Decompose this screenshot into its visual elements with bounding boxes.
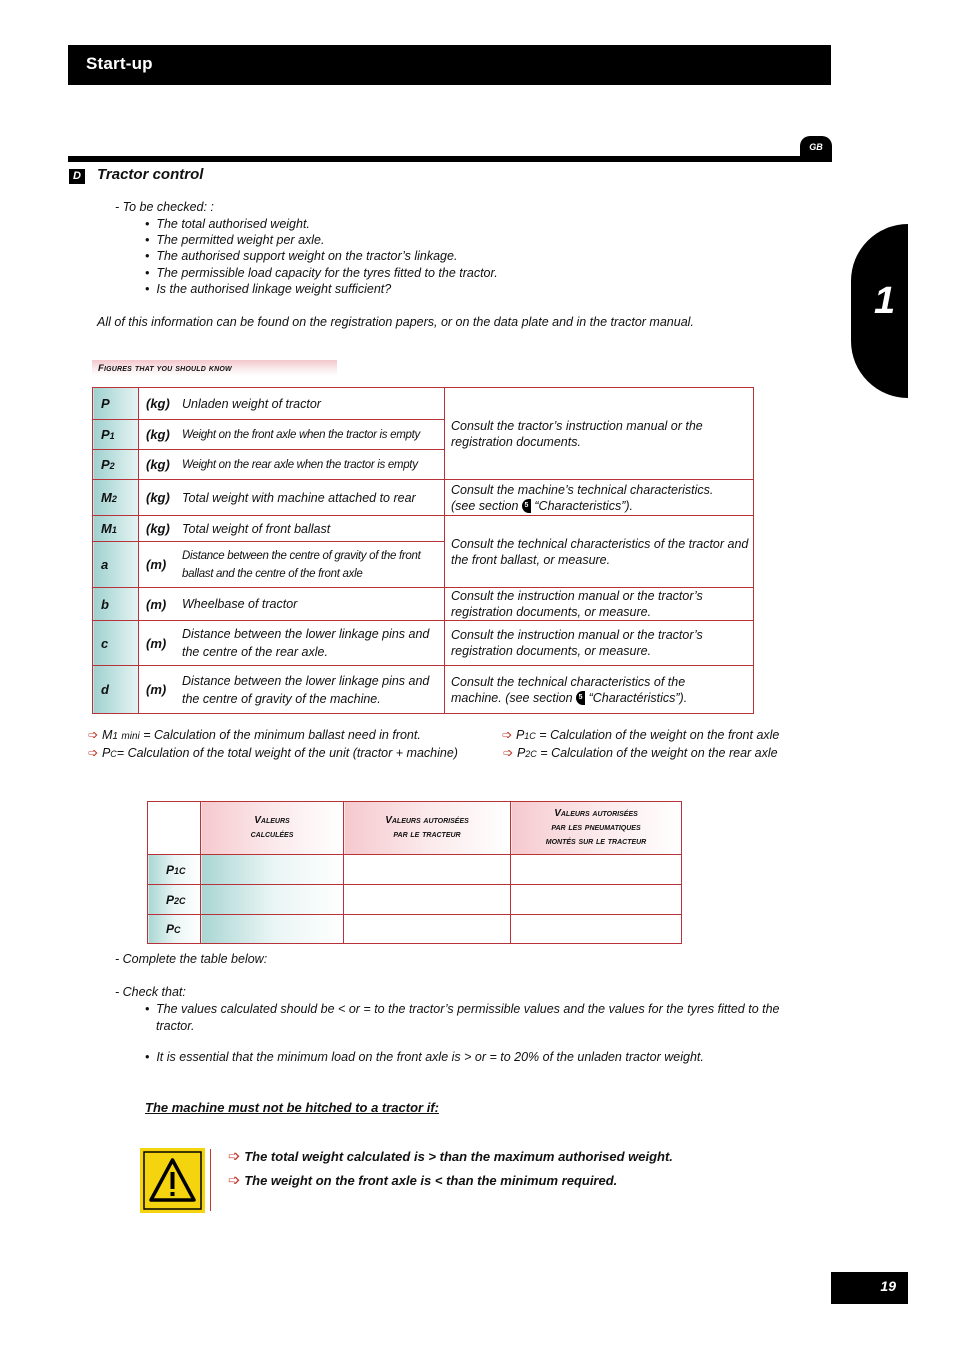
figures-label: Figures that you should know xyxy=(92,360,337,376)
table-row: M2 (kg) Total weight with machine attached to rear Consult the machine’s technical characteristics. (see section 5 “Characteristics”). xyxy=(93,480,754,516)
table-row xyxy=(148,802,682,855)
symbol-cell: b xyxy=(93,588,139,621)
page-title: Start-up xyxy=(86,54,153,73)
formula-m1: ➩ M1 mini = Calculation of the minimum ballast need in front. xyxy=(88,728,421,742)
section-ref-icon: 5 xyxy=(576,691,585,705)
row-label: P1C xyxy=(148,855,201,885)
arrow-right-icon: ➩ xyxy=(502,728,513,742)
value-cell[interactable] xyxy=(511,915,682,944)
header-bar xyxy=(68,45,831,85)
arrow-right-icon: ➩ xyxy=(228,1148,241,1165)
check-item: • The total authorised weight. xyxy=(145,217,310,231)
arrow-right-icon: ➩ xyxy=(228,1172,241,1189)
section-ref-icon: 5 xyxy=(522,499,531,513)
arrow-right-icon: ➩ xyxy=(88,728,99,742)
consult-cell: Consult the machine’s technical characteristics. (see section 5 “Characteristics”). xyxy=(445,480,754,516)
table-row: b (m) Wheelbase of tractor Consult the instruction manual or the tractor’s registration documents, or measure. xyxy=(93,588,754,621)
check-point: • It is essential that the minimum load on the front axle is > or = to 20% of the unladen tractor weight. xyxy=(145,1050,704,1064)
table-row: P1 (kg) Weight on the front axle when the tractor is empty xyxy=(93,420,754,450)
value-cell[interactable] xyxy=(344,885,511,915)
check-item: • The authorised support weight on the tractor’s linkage. xyxy=(145,249,458,263)
section-letter: D xyxy=(69,169,85,184)
column-header: Valeurs autorisées par les pneumatiques montés sur le tracteur xyxy=(511,802,682,855)
arrow-right-icon: ➩ xyxy=(88,746,99,760)
table-row: P2 (kg) Weight on the rear axle when the tractor is empty xyxy=(93,450,754,480)
table-row: M1 (kg) Total weight of front ballast Consult the technical characteristics of the tractor and the front ballast, or measure. xyxy=(93,516,754,542)
warning-heading: The machine must not be hitched to a tractor if: xyxy=(145,1100,439,1115)
column-header: Valeurs calculées xyxy=(201,802,344,855)
table-row xyxy=(148,915,682,944)
table-row xyxy=(148,885,682,915)
table-row: a (m) Distance between the centre of gravity of the front ballast and the centre of the front axle xyxy=(93,542,754,588)
symbol-cell: P xyxy=(93,388,139,420)
table-row xyxy=(148,855,682,885)
check-point: • The values calculated should be < or = to the tractor’s permissible values and the values for the tyres fitted to the tractor. xyxy=(145,1002,780,1033)
chapter-number: 1 xyxy=(874,280,896,322)
symbol-cell: d xyxy=(93,666,139,714)
value-cell[interactable] xyxy=(344,915,511,944)
figures-table xyxy=(92,387,754,714)
symbol-cell: c xyxy=(93,621,139,666)
warning-item: ➩ The total weight calculated is > than the maximum authorised weight. xyxy=(228,1148,673,1165)
symbol-cell: M1 xyxy=(93,516,139,542)
formula-pc: ➩ PC= Calculation of the total weight of the unit (tractor + machine) xyxy=(88,746,458,760)
check-item: • The permissible load capacity for the tyres fitted to the tractor. xyxy=(145,266,498,280)
section-rule xyxy=(68,156,832,162)
warning-box xyxy=(140,1148,205,1213)
consult-cell: Consult the tractor’s instruction manual or the registration documents. xyxy=(445,388,754,480)
consult-cell: Consult the technical characteristics of the machine. (see section 5 “Charactéristics”). xyxy=(445,666,754,714)
complete-text: - Complete the table below: xyxy=(115,952,268,966)
value-cell[interactable] xyxy=(201,855,344,885)
section-title: Tractor control xyxy=(97,166,204,183)
symbol-cell: M2 xyxy=(93,480,139,516)
symbol-cell: P2 xyxy=(93,450,139,480)
formula-p2c: ➩ P2C = Calculation of the weight on the rear axle xyxy=(503,746,778,760)
warning-item: ➩ The weight on the front axle is < than the minimum required. xyxy=(228,1172,618,1189)
table-row: d (m) Distance between the lower linkage pins and the centre of gravity of the machine. Consult the technical characteristics of the machine. (see section 5 “Charactéristics”). xyxy=(93,666,754,714)
value-cell[interactable] xyxy=(511,855,682,885)
value-cell[interactable] xyxy=(201,915,344,944)
check-intro: - To be checked: : xyxy=(115,200,214,214)
table-row: P (kg) Unladen weight of tractor Consult the tractor’s instruction manual or the registration documents. xyxy=(93,388,754,420)
check-that-text: - Check that: xyxy=(115,985,186,999)
column-header: Valeurs autorisées par le tracteur xyxy=(344,802,511,855)
table-row: c (m) Distance between the lower linkage pins and the centre of the rear axle. Consult the instruction manual or the tractor’s registration documents, or measure. xyxy=(93,621,754,666)
symbol-cell: P1 xyxy=(93,420,139,450)
value-cell[interactable] xyxy=(511,885,682,915)
page-number: 19 xyxy=(831,1272,908,1304)
row-label: PC xyxy=(148,915,201,944)
symbol-cell: a xyxy=(93,542,139,588)
consult-cell: Consult the technical characteristics of the tractor and the front ballast, or measure. xyxy=(445,516,754,588)
value-cell[interactable] xyxy=(344,855,511,885)
consult-cell: Consult the instruction manual or the tractor’s registration documents, or measure. xyxy=(445,621,754,666)
warning-triangle-icon xyxy=(140,1148,205,1213)
row-label: P2C xyxy=(148,885,201,915)
values-table xyxy=(147,801,682,944)
formula-p1c: ➩ P1C = Calculation of the weight on the front axle xyxy=(502,728,780,742)
language-tab: GB xyxy=(800,136,832,160)
consult-cell: Consult the instruction manual or the tractor’s registration documents, or measure. xyxy=(445,588,754,621)
check-item: • The permitted weight per axle. xyxy=(145,233,325,247)
arrow-right-icon: ➩ xyxy=(503,746,514,760)
value-cell[interactable] xyxy=(201,885,344,915)
warning-divider xyxy=(210,1149,211,1211)
check-item: • Is the authorised linkage weight sufficient? xyxy=(145,282,392,296)
info-text: All of this information can be found on the registration papers, or on the data plate and in the tractor manual. xyxy=(97,315,694,329)
